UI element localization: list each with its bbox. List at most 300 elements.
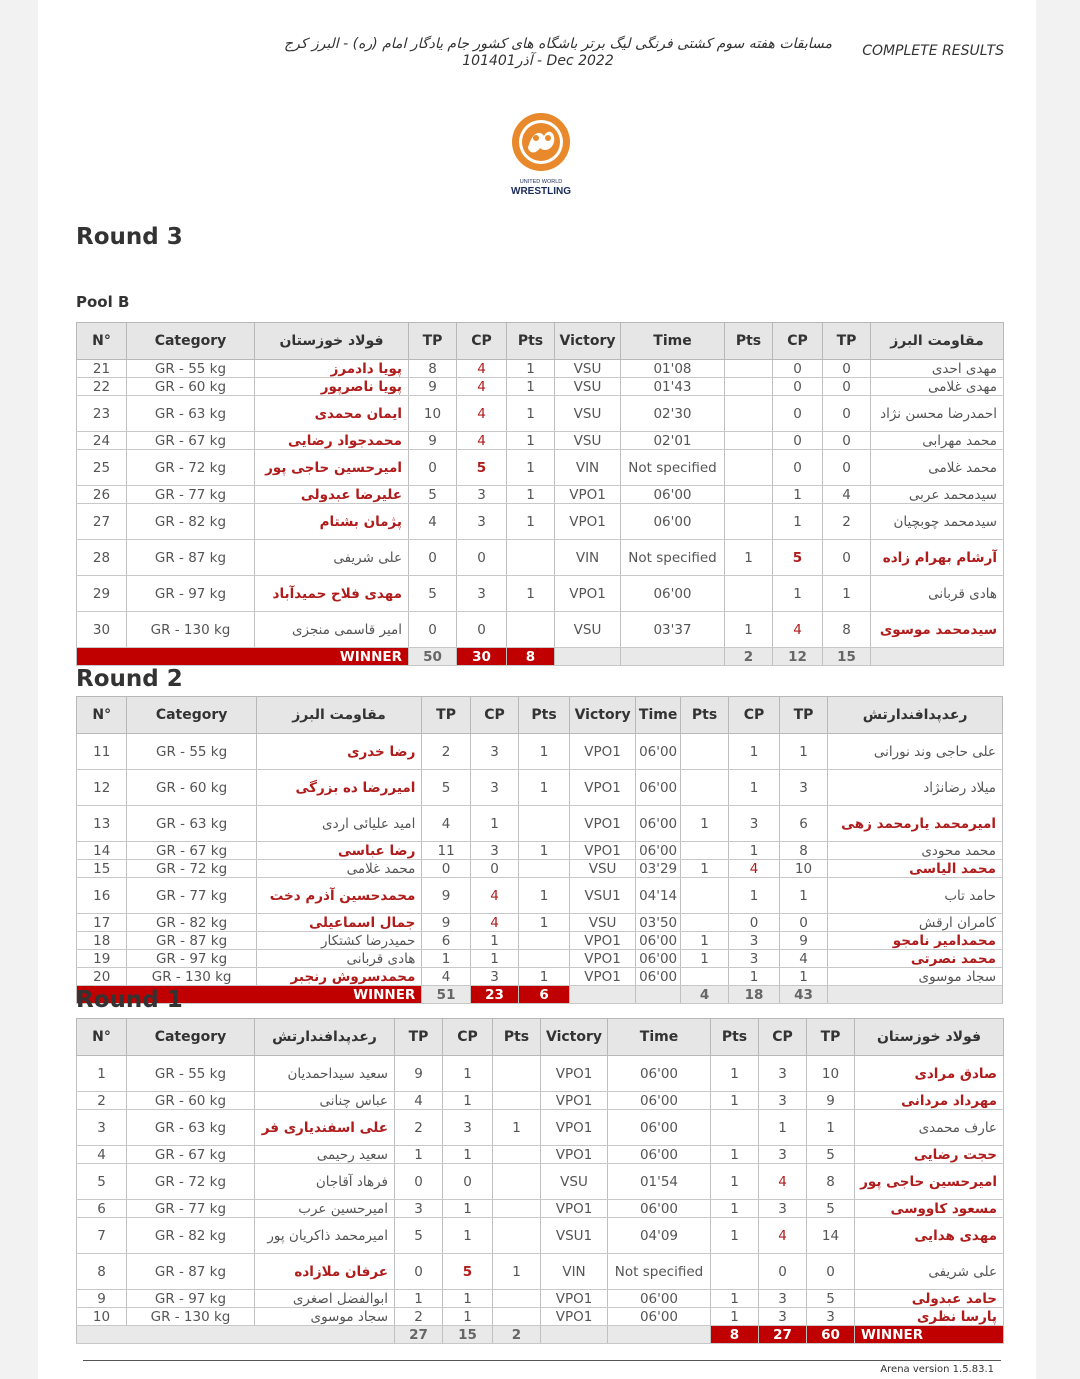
result-row — [77, 540, 1004, 576]
total-tp: 50 — [409, 648, 457, 666]
result-cell: 3 — [759, 1308, 807, 1326]
result-cell: 4 — [409, 504, 457, 540]
result-cell: VSU — [555, 360, 621, 378]
result-cell: VIN — [555, 450, 621, 486]
result-cell: 5 — [422, 770, 470, 806]
total-cp: 23 — [470, 986, 518, 1004]
result-row — [77, 770, 1003, 806]
result-cell: VPO1 — [541, 1308, 608, 1326]
result-cell: 4 — [759, 1164, 807, 1200]
result-cell: 4 — [729, 860, 779, 878]
result-cell: علی شریفی — [855, 1254, 1004, 1290]
result-cell: 9 — [409, 378, 457, 396]
result-cell: 4 — [422, 806, 470, 842]
result-cell: 3 — [729, 806, 779, 842]
result-cell: محمد محودی — [828, 842, 1003, 860]
result-cell: 0 — [759, 1254, 807, 1290]
result-cell: VPO1 — [555, 504, 621, 540]
result-cell: امید علیائی اردی — [256, 806, 422, 842]
result-cell: 5 — [409, 576, 457, 612]
result-cell: GR - 67 kg — [127, 432, 255, 450]
logo-text-line2: WRESTLING — [511, 186, 571, 197]
result-cell: 0 — [773, 450, 823, 486]
event-title-line2: 10آذر1401 - Dec 2022 — [462, 53, 614, 69]
result-cell: محمدسروش رنجبر — [256, 968, 422, 986]
result-cell: 0 — [773, 360, 823, 378]
result-row — [77, 432, 1004, 450]
result-cell: 4 — [457, 378, 507, 396]
result-cell: 06'00 — [621, 486, 725, 504]
result-cell: 1 — [519, 968, 569, 986]
result-row — [77, 576, 1004, 612]
event-title — [238, 36, 878, 70]
result-cell: حمیدرضا کشتکار — [256, 932, 422, 950]
result-cell: 4 — [457, 432, 507, 450]
result-row — [77, 1218, 1004, 1254]
result-cell: GR - 87 kg — [127, 540, 255, 576]
result-cell: GR - 63 kg — [127, 806, 256, 842]
result-cell: Not specified — [621, 450, 725, 486]
result-cell: 3 — [457, 576, 507, 612]
result-cell: 8 — [409, 360, 457, 378]
result-row — [77, 1056, 1004, 1092]
result-cell: 1 — [493, 1254, 541, 1290]
total-r-tp: 15 — [823, 648, 871, 666]
col-header: TP — [779, 697, 827, 734]
result-cell: 15 — [77, 860, 127, 878]
result-cell: VIN — [541, 1254, 608, 1290]
result-cell: 1 — [507, 576, 555, 612]
result-cell: سجاد موسوی — [828, 968, 1003, 986]
result-cell: 0 — [823, 378, 871, 396]
result-cell: 03'29 — [636, 860, 680, 878]
col-header: CP — [773, 323, 823, 360]
result-cell: هادی قربانی — [256, 950, 422, 968]
total-left-label: WINNER — [77, 648, 409, 666]
result-cell: 0 — [395, 1254, 443, 1290]
result-cell: 1 — [443, 1056, 493, 1092]
result-cell: GR - 77 kg — [127, 1200, 255, 1218]
result-cell: محمد نصرتی — [828, 950, 1003, 968]
result-row — [77, 878, 1003, 914]
result-cell: GR - 67 kg — [127, 1146, 255, 1164]
result-cell: VSU1 — [541, 1218, 608, 1254]
result-cell: 1 — [507, 378, 555, 396]
result-cell: 1 — [519, 842, 569, 860]
event-title-line1: مسابقات هفته سوم کشتی فرنگی لیگ برتر باشگاه های کشور جام یادگار امام (ره) - البرز کرج — [283, 36, 833, 52]
result-cell: 1 — [729, 968, 779, 986]
result-cell: GR - 82 kg — [127, 1218, 255, 1254]
result-cell: 9 — [807, 1092, 855, 1110]
result-cell — [725, 360, 773, 378]
result-cell: امیرمحمد ذاکریان پور — [255, 1218, 395, 1254]
result-cell: 1 — [725, 612, 773, 648]
col-header: Victory — [541, 1019, 608, 1056]
result-cell: 1 — [507, 504, 555, 540]
result-cell: 9 — [77, 1290, 127, 1308]
result-cell: محمدامیر نامجو — [828, 932, 1003, 950]
result-cell: سیدمحمد چوبچیان — [871, 504, 1004, 540]
result-cell: 06'00 — [608, 1308, 711, 1326]
result-cell: GR - 130 kg — [127, 612, 255, 648]
result-cell — [680, 878, 728, 914]
result-cell: کامران ارقش — [828, 914, 1003, 932]
result-cell: 5 — [807, 1200, 855, 1218]
result-cell: 3 — [759, 1092, 807, 1110]
result-cell: 8 — [823, 612, 871, 648]
result-cell — [725, 378, 773, 396]
result-cell: GR - 72 kg — [127, 450, 255, 486]
result-row — [77, 450, 1004, 486]
result-cell: 1 — [779, 968, 827, 986]
result-cell: 7 — [77, 1218, 127, 1254]
result-cell: حامد عبدولی — [855, 1290, 1004, 1308]
result-cell: مهرداد مردانی — [855, 1092, 1004, 1110]
result-cell: پارسا نظری — [855, 1308, 1004, 1326]
result-cell: 1 — [395, 1290, 443, 1308]
result-cell: 06'00 — [636, 806, 680, 842]
result-row — [77, 968, 1003, 986]
result-cell: 06'00 — [636, 968, 680, 986]
result-cell: 9 — [409, 432, 457, 450]
result-cell: 6 — [422, 932, 470, 950]
result-row — [77, 396, 1004, 432]
result-cell: سعید رحیمی — [255, 1146, 395, 1164]
result-cell: GR - 77 kg — [127, 486, 255, 504]
result-cell: 1 — [759, 1110, 807, 1146]
result-cell: علی حاجی وند نورانی — [828, 734, 1003, 770]
result-cell: 06'00 — [621, 504, 725, 540]
result-cell: 1 — [507, 486, 555, 504]
result-cell: 1 — [680, 950, 728, 968]
result-cell: 06'00 — [608, 1290, 711, 1308]
result-row — [77, 1092, 1004, 1110]
col-header: Pts — [519, 697, 569, 734]
result-cell: محمد مهرابی — [871, 432, 1004, 450]
result-cell — [711, 1254, 759, 1290]
result-row — [77, 360, 1004, 378]
result-cell: 1 — [443, 1308, 493, 1326]
result-cell: 4 — [470, 914, 518, 932]
result-cell: ایمان محمدی — [255, 396, 409, 432]
result-row — [77, 1254, 1004, 1290]
result-cell: 11 — [422, 842, 470, 860]
col-header: Pts — [507, 323, 555, 360]
result-cell: 9 — [779, 932, 827, 950]
result-cell: VSU — [569, 860, 636, 878]
total-r-tp: 60 — [807, 1326, 855, 1344]
result-cell: VPO1 — [569, 950, 636, 968]
result-cell: 04'14 — [636, 878, 680, 914]
result-cell: 1 — [711, 1146, 759, 1164]
total-blank — [828, 986, 1003, 1004]
result-cell — [725, 432, 773, 450]
col-header: CP — [470, 697, 518, 734]
result-row — [77, 950, 1003, 968]
result-row — [77, 1164, 1004, 1200]
result-cell: 1 — [711, 1218, 759, 1254]
result-cell: 1 — [507, 432, 555, 450]
result-cell: سجاد موسوی — [255, 1308, 395, 1326]
result-cell — [493, 1200, 541, 1218]
result-cell: 06'00 — [608, 1200, 711, 1218]
result-cell: 1 — [823, 576, 871, 612]
result-cell: GR - 55 kg — [127, 734, 256, 770]
result-row — [77, 860, 1003, 878]
result-cell: 6 — [77, 1200, 127, 1218]
result-cell: امیر قاسمی منجزی — [255, 612, 409, 648]
result-cell: VIN — [555, 540, 621, 576]
result-cell: 4 — [77, 1146, 127, 1164]
col-header: TP — [409, 323, 457, 360]
arena-version: Arena version 1.5.83.1 — [880, 1364, 994, 1375]
result-row — [77, 612, 1004, 648]
result-cell: عارف محمدی — [855, 1110, 1004, 1146]
result-cell: میلاد رضانژاد — [828, 770, 1003, 806]
total-cp: 15 — [443, 1326, 493, 1344]
result-cell: 0 — [409, 450, 457, 486]
col-header: Pts — [711, 1019, 759, 1056]
result-cell: 24 — [77, 432, 127, 450]
result-cell: VPO1 — [541, 1056, 608, 1092]
result-cell: 3 — [77, 1110, 127, 1146]
result-cell: 5 — [443, 1254, 493, 1290]
result-cell: GR - 97 kg — [127, 576, 255, 612]
result-cell: VPO1 — [541, 1290, 608, 1308]
result-cell: 27 — [77, 504, 127, 540]
result-cell: 0 — [807, 1254, 855, 1290]
col-header: CP — [729, 697, 779, 734]
result-cell: 19 — [77, 950, 127, 968]
round3-title: Round 3 — [76, 224, 183, 250]
result-cell: GR - 130 kg — [127, 968, 256, 986]
result-cell: 0 — [443, 1164, 493, 1200]
col-header: Victory — [569, 697, 636, 734]
result-cell: 0 — [773, 378, 823, 396]
result-cell: 1 — [519, 770, 569, 806]
result-cell: 4 — [470, 878, 518, 914]
result-cell: 10 — [779, 860, 827, 878]
total-blank — [569, 986, 636, 1004]
result-cell: 1 — [443, 1200, 493, 1218]
result-cell: امیرحسین حاجی پور — [255, 450, 409, 486]
results-page — [38, 0, 1036, 1379]
logo-text-line1: UNITED WORLD — [519, 179, 563, 185]
result-cell: 0 — [779, 914, 827, 932]
result-cell: 2 — [422, 734, 470, 770]
col-header: Category — [127, 697, 256, 734]
result-cell: سعید سیداحمدیان — [255, 1056, 395, 1092]
result-cell: GR - 63 kg — [127, 396, 255, 432]
result-cell: 1 — [422, 950, 470, 968]
result-cell: 1 — [711, 1056, 759, 1092]
result-row — [77, 1290, 1004, 1308]
result-cell: 8 — [77, 1254, 127, 1290]
result-cell: فرهاد آقاجان — [255, 1164, 395, 1200]
result-cell: 1 — [711, 1164, 759, 1200]
result-cell: آرشام بهرام زاده — [871, 540, 1004, 576]
result-cell: VSU — [541, 1164, 608, 1200]
result-cell: 5 — [77, 1164, 127, 1200]
result-cell: GR - 130 kg — [127, 1308, 255, 1326]
result-cell: 3 — [457, 486, 507, 504]
result-cell: محمد غلامی — [256, 860, 422, 878]
result-cell: 0 — [773, 396, 823, 432]
result-cell: GR - 82 kg — [127, 504, 255, 540]
result-cell: علی اسفندیاری فر — [255, 1110, 395, 1146]
result-cell: 3 — [443, 1110, 493, 1146]
result-cell: GR - 72 kg — [127, 1164, 255, 1200]
totals-row — [77, 1326, 1004, 1344]
result-cell: 5 — [395, 1218, 443, 1254]
total-right-label: WINNER — [855, 1326, 1004, 1344]
result-cell: 13 — [77, 806, 127, 842]
col-header: رعدپدافندارتش — [828, 697, 1003, 734]
result-cell: 1 — [680, 932, 728, 950]
result-cell: حجت رضایی — [855, 1146, 1004, 1164]
col-header: مقاومت البرز — [256, 697, 422, 734]
result-row — [77, 504, 1004, 540]
result-cell — [493, 1308, 541, 1326]
result-cell: 0 — [409, 540, 457, 576]
total-blank — [541, 1326, 608, 1344]
result-cell: 06'00 — [608, 1056, 711, 1092]
result-cell: عباس چنانی — [255, 1092, 395, 1110]
total-pts: 6 — [519, 986, 569, 1004]
result-cell: 9 — [395, 1056, 443, 1092]
result-cell: مهدی فلاح حمیدآباد — [255, 576, 409, 612]
result-cell — [725, 504, 773, 540]
result-cell: 1 — [493, 1110, 541, 1146]
result-row — [77, 1110, 1004, 1146]
result-cell: جمال اسماعیلی — [256, 914, 422, 932]
result-cell — [493, 1218, 541, 1254]
total-tp: 51 — [422, 986, 470, 1004]
result-cell: 1 — [519, 734, 569, 770]
result-cell: 3 — [470, 842, 518, 860]
col-header: Time — [636, 697, 680, 734]
result-cell: 1 — [507, 450, 555, 486]
result-cell: 30 — [77, 612, 127, 648]
result-cell: 1 — [680, 860, 728, 878]
col-header: فولاد خوزستان — [855, 1019, 1004, 1056]
result-cell: 1 — [711, 1290, 759, 1308]
result-cell: 1 — [711, 1308, 759, 1326]
col-header: TP — [823, 323, 871, 360]
result-cell: 3 — [470, 968, 518, 986]
result-cell: 1 — [443, 1218, 493, 1254]
result-cell: 9 — [422, 914, 470, 932]
result-cell: پویا دادمرز — [255, 360, 409, 378]
col-header: فولاد خوزستان — [255, 323, 409, 360]
result-cell — [680, 770, 728, 806]
result-cell: 0 — [409, 612, 457, 648]
result-cell: 1 — [807, 1110, 855, 1146]
col-header: Victory — [555, 323, 621, 360]
result-cell: 10 — [409, 396, 457, 432]
result-cell: سیدمحمد عربی — [871, 486, 1004, 504]
result-row — [77, 1146, 1004, 1164]
result-cell — [493, 1092, 541, 1110]
result-cell — [507, 612, 555, 648]
result-cell: 01'08 — [621, 360, 725, 378]
result-cell: 1 — [77, 1056, 127, 1092]
result-cell — [680, 842, 728, 860]
result-cell: 1 — [729, 734, 779, 770]
uww-logo-icon — [506, 110, 576, 198]
result-cell: 0 — [729, 914, 779, 932]
total-left-label: WINNER — [77, 986, 422, 1004]
col-header: Category — [127, 323, 255, 360]
result-cell: 03'50 — [636, 914, 680, 932]
result-cell: 01'43 — [621, 378, 725, 396]
totals-row — [77, 986, 1003, 1004]
result-cell: 06'00 — [608, 1146, 711, 1164]
result-cell: 4 — [759, 1218, 807, 1254]
col-header: مقاومت البرز — [871, 323, 1004, 360]
col-header: Pts — [680, 697, 728, 734]
result-cell: VPO1 — [569, 932, 636, 950]
result-cell: 1 — [507, 396, 555, 432]
result-cell: 2 — [823, 504, 871, 540]
result-cell — [711, 1110, 759, 1146]
result-cell: 3 — [759, 1146, 807, 1164]
result-cell: 1 — [773, 576, 823, 612]
result-cell: 2 — [395, 1308, 443, 1326]
result-cell: VPO1 — [569, 806, 636, 842]
result-cell: 6 — [779, 806, 827, 842]
result-cell: 02'30 — [621, 396, 725, 432]
result-row — [77, 842, 1003, 860]
result-cell: محمد الیاسی — [828, 860, 1003, 878]
result-cell: 17 — [77, 914, 127, 932]
result-row — [77, 1308, 1004, 1326]
result-cell: 20 — [77, 968, 127, 986]
result-cell: 0 — [470, 860, 518, 878]
totals-row — [77, 648, 1004, 666]
col-header: TP — [422, 697, 470, 734]
result-cell: 8 — [779, 842, 827, 860]
result-cell: 06'00 — [636, 932, 680, 950]
result-cell: 3 — [729, 932, 779, 950]
result-cell: ابوالفضل اصغری — [255, 1290, 395, 1308]
result-cell — [519, 932, 569, 950]
result-cell — [519, 950, 569, 968]
result-cell: 0 — [823, 450, 871, 486]
result-cell: Not specified — [621, 540, 725, 576]
result-cell: احمدرضا محسن نژاد — [871, 396, 1004, 432]
result-cell — [680, 734, 728, 770]
result-cell: 3 — [729, 950, 779, 968]
round2-title: Round 2 — [76, 666, 183, 692]
total-pts: 2 — [493, 1326, 541, 1344]
result-cell: 1 — [470, 806, 518, 842]
col-header: Pts — [725, 323, 773, 360]
result-cell: 4 — [823, 486, 871, 504]
result-cell: 28 — [77, 540, 127, 576]
total-r-pts: 2 — [725, 648, 773, 666]
result-cell: 4 — [395, 1092, 443, 1110]
result-cell: 26 — [77, 486, 127, 504]
result-cell: عرفان ملازاده — [255, 1254, 395, 1290]
result-cell: 4 — [457, 396, 507, 432]
result-cell: 0 — [457, 612, 507, 648]
result-cell: امیررضا ده بزرگی — [256, 770, 422, 806]
result-cell: VPO1 — [541, 1200, 608, 1218]
result-cell: 4 — [422, 968, 470, 986]
result-cell: 5 — [457, 450, 507, 486]
result-cell: 3 — [457, 504, 507, 540]
